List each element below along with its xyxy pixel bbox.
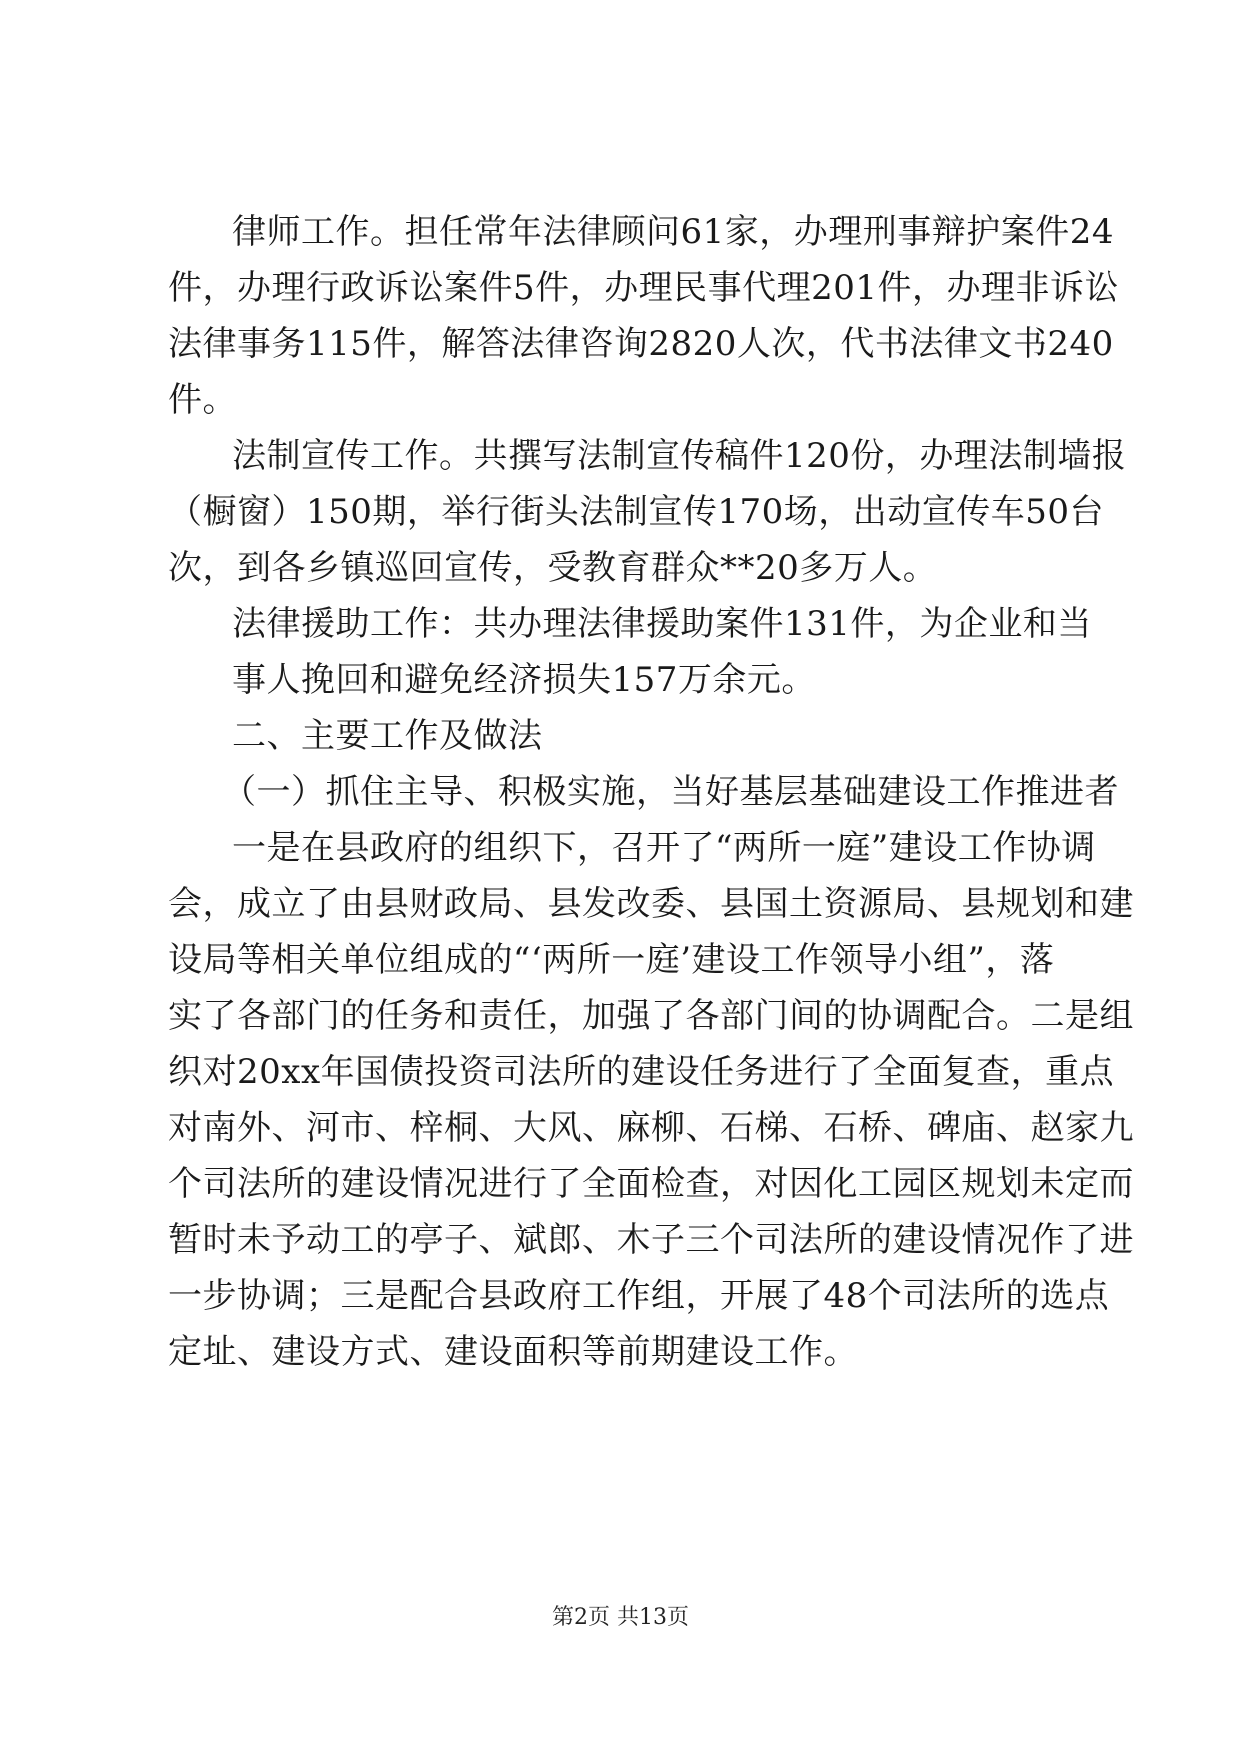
- subsection-heading: （一）抓住主导、积极实施，当好基层基础建设工作推进者: [222, 772, 1119, 812]
- paragraph-line: 件。: [168, 380, 237, 420]
- paragraph-line: 法律援助工作：共办理法律援助案件131件，为企业和当: [232, 604, 1092, 644]
- paragraph-line: 织对20xx年国债投资司法所的建设任务进行了全面复查，重点: [168, 1052, 1115, 1092]
- paragraph-line: 定址、建设方式、建设面积等前期建设工作。: [168, 1332, 858, 1372]
- paragraph-line: （橱窗）150期，举行街头法制宣传170场，出动宣传车50台: [168, 492, 1105, 532]
- paragraph-line: 事人挽回和避免经济损失157万余元。: [232, 660, 816, 700]
- paragraph-line: 件，办理行政诉讼案件5件，办理民事代理201件，办理非诉讼: [168, 268, 1120, 308]
- page-number-footer: 第2页 共13页: [552, 1605, 689, 1630]
- paragraph-line: 法律事务115件，解答法律咨询2820人次，代书法律文书240: [168, 324, 1114, 364]
- paragraph-line: 会，成立了由县财政局、县发改委、县国土资源局、县规划和建: [168, 884, 1134, 924]
- paragraph-line: 次，到各乡镇巡回宣传，受教育群众**20多万人。: [168, 548, 938, 588]
- paragraph-line: 律师工作。担任常年法律顾问61家，办理刑事辩护案件24: [232, 212, 1115, 252]
- section-heading: 二、主要工作及做法: [232, 716, 543, 756]
- paragraph-line: 实了各部门的任务和责任，加强了各部门间的协调配合。二是组: [168, 996, 1134, 1036]
- paragraph-line: 一是在县政府的组织下，召开了“两所一庭”建设工作协调: [232, 828, 1096, 868]
- paragraph-line: 暂时未予动工的亭子、斌郎、木子三个司法所的建设情况作了进: [168, 1220, 1134, 1260]
- paragraph-line: 设局等相关单位组成的“‘两所一庭’建设工作领导小组”，落: [168, 940, 1055, 980]
- paragraph-line: 个司法所的建设情况进行了全面检查，对因化工园区规划未定而: [168, 1164, 1134, 1204]
- paragraph-line: 一步协调；三是配合县政府工作组，开展了48个司法所的选点: [168, 1276, 1110, 1316]
- paragraph-line: 对南外、河市、梓桐、大风、麻柳、石梯、石桥、碑庙、赵家九: [168, 1108, 1134, 1148]
- paragraph-line: 法制宣传工作。共撰写法制宣传稿件120份，办理法制墙报: [232, 436, 1127, 476]
